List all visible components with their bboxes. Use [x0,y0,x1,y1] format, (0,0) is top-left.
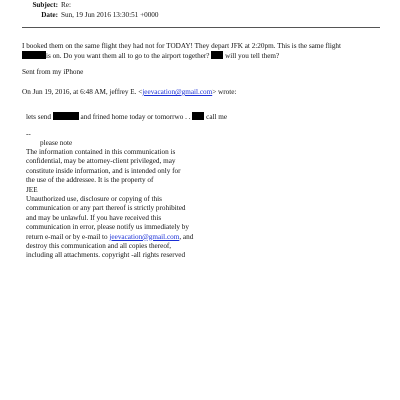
sender-email-link[interactable]: jeevacation@gmail.com [142,88,213,96]
please-note: please note [40,139,73,147]
message-line-2: is on. Do you want them all to go to the airport together? will you tell them? [22,51,382,61]
redaction-box [53,112,79,120]
redaction-box [22,51,46,59]
disclaimer-line: Unauthorized use, disclosure or copying of this [26,195,162,204]
header-divider [22,27,380,28]
date-label: Date: [41,11,58,19]
subject-label: Subject: [32,1,58,9]
disclaimer-line: constitute inside information, and is intended only for [26,166,181,175]
disclaimer-line: including all attachments. copyright -all rights reserved [26,251,186,260]
signature-dashes: -- [26,130,31,138]
subject-row [0,1,71,10]
redaction-box [211,51,223,59]
disclaimer-line: destroy this communication and all copies thereof, [26,242,172,251]
quote-intro: On Jun 19, 2016, at 6:48 AM, jeffrey E. <jeevacation@gmail.com> wrote: [22,88,237,96]
disclaimer-line: the use of the addressee. It is the property of [26,176,154,185]
disclaimer-line: The information contained in this communication is [26,148,176,156]
message-line-1: I booked them on the same flight they had not for TODAY! They depart JFK at 2:20pm. This is the same flight [22,42,341,50]
disclaimer-email-link[interactable]: jeevacation@gmail.com [109,232,180,241]
disclaimer-line: confidential, may be attorney-client privileged, may [26,157,176,166]
message-paragraph [22,42,382,62]
redaction-box [192,112,204,120]
disclaimer-line: return e-mail or by e-mail to jeevacation@gmail.com, and [26,232,194,241]
disclaimer-line: communication or any part thereof is strictly prohibited [26,204,186,213]
subject-value: Re: [61,1,71,9]
sent-from-line: Sent from my iPhone [22,68,84,76]
disclaimer-block [22,148,386,261]
date-value: Sun, 19 Jun 2016 13:30:51 +0000 [61,11,159,19]
date-row [0,11,159,20]
quoted-message: lets send and frined home today or tomorrwo . . call me [26,113,228,121]
disclaimer-line: communication in error, please notify us immediately by [26,223,189,232]
disclaimer-line: and may be unlawful. If you have received this [26,213,162,222]
disclaimer-line: JEE [26,185,38,194]
